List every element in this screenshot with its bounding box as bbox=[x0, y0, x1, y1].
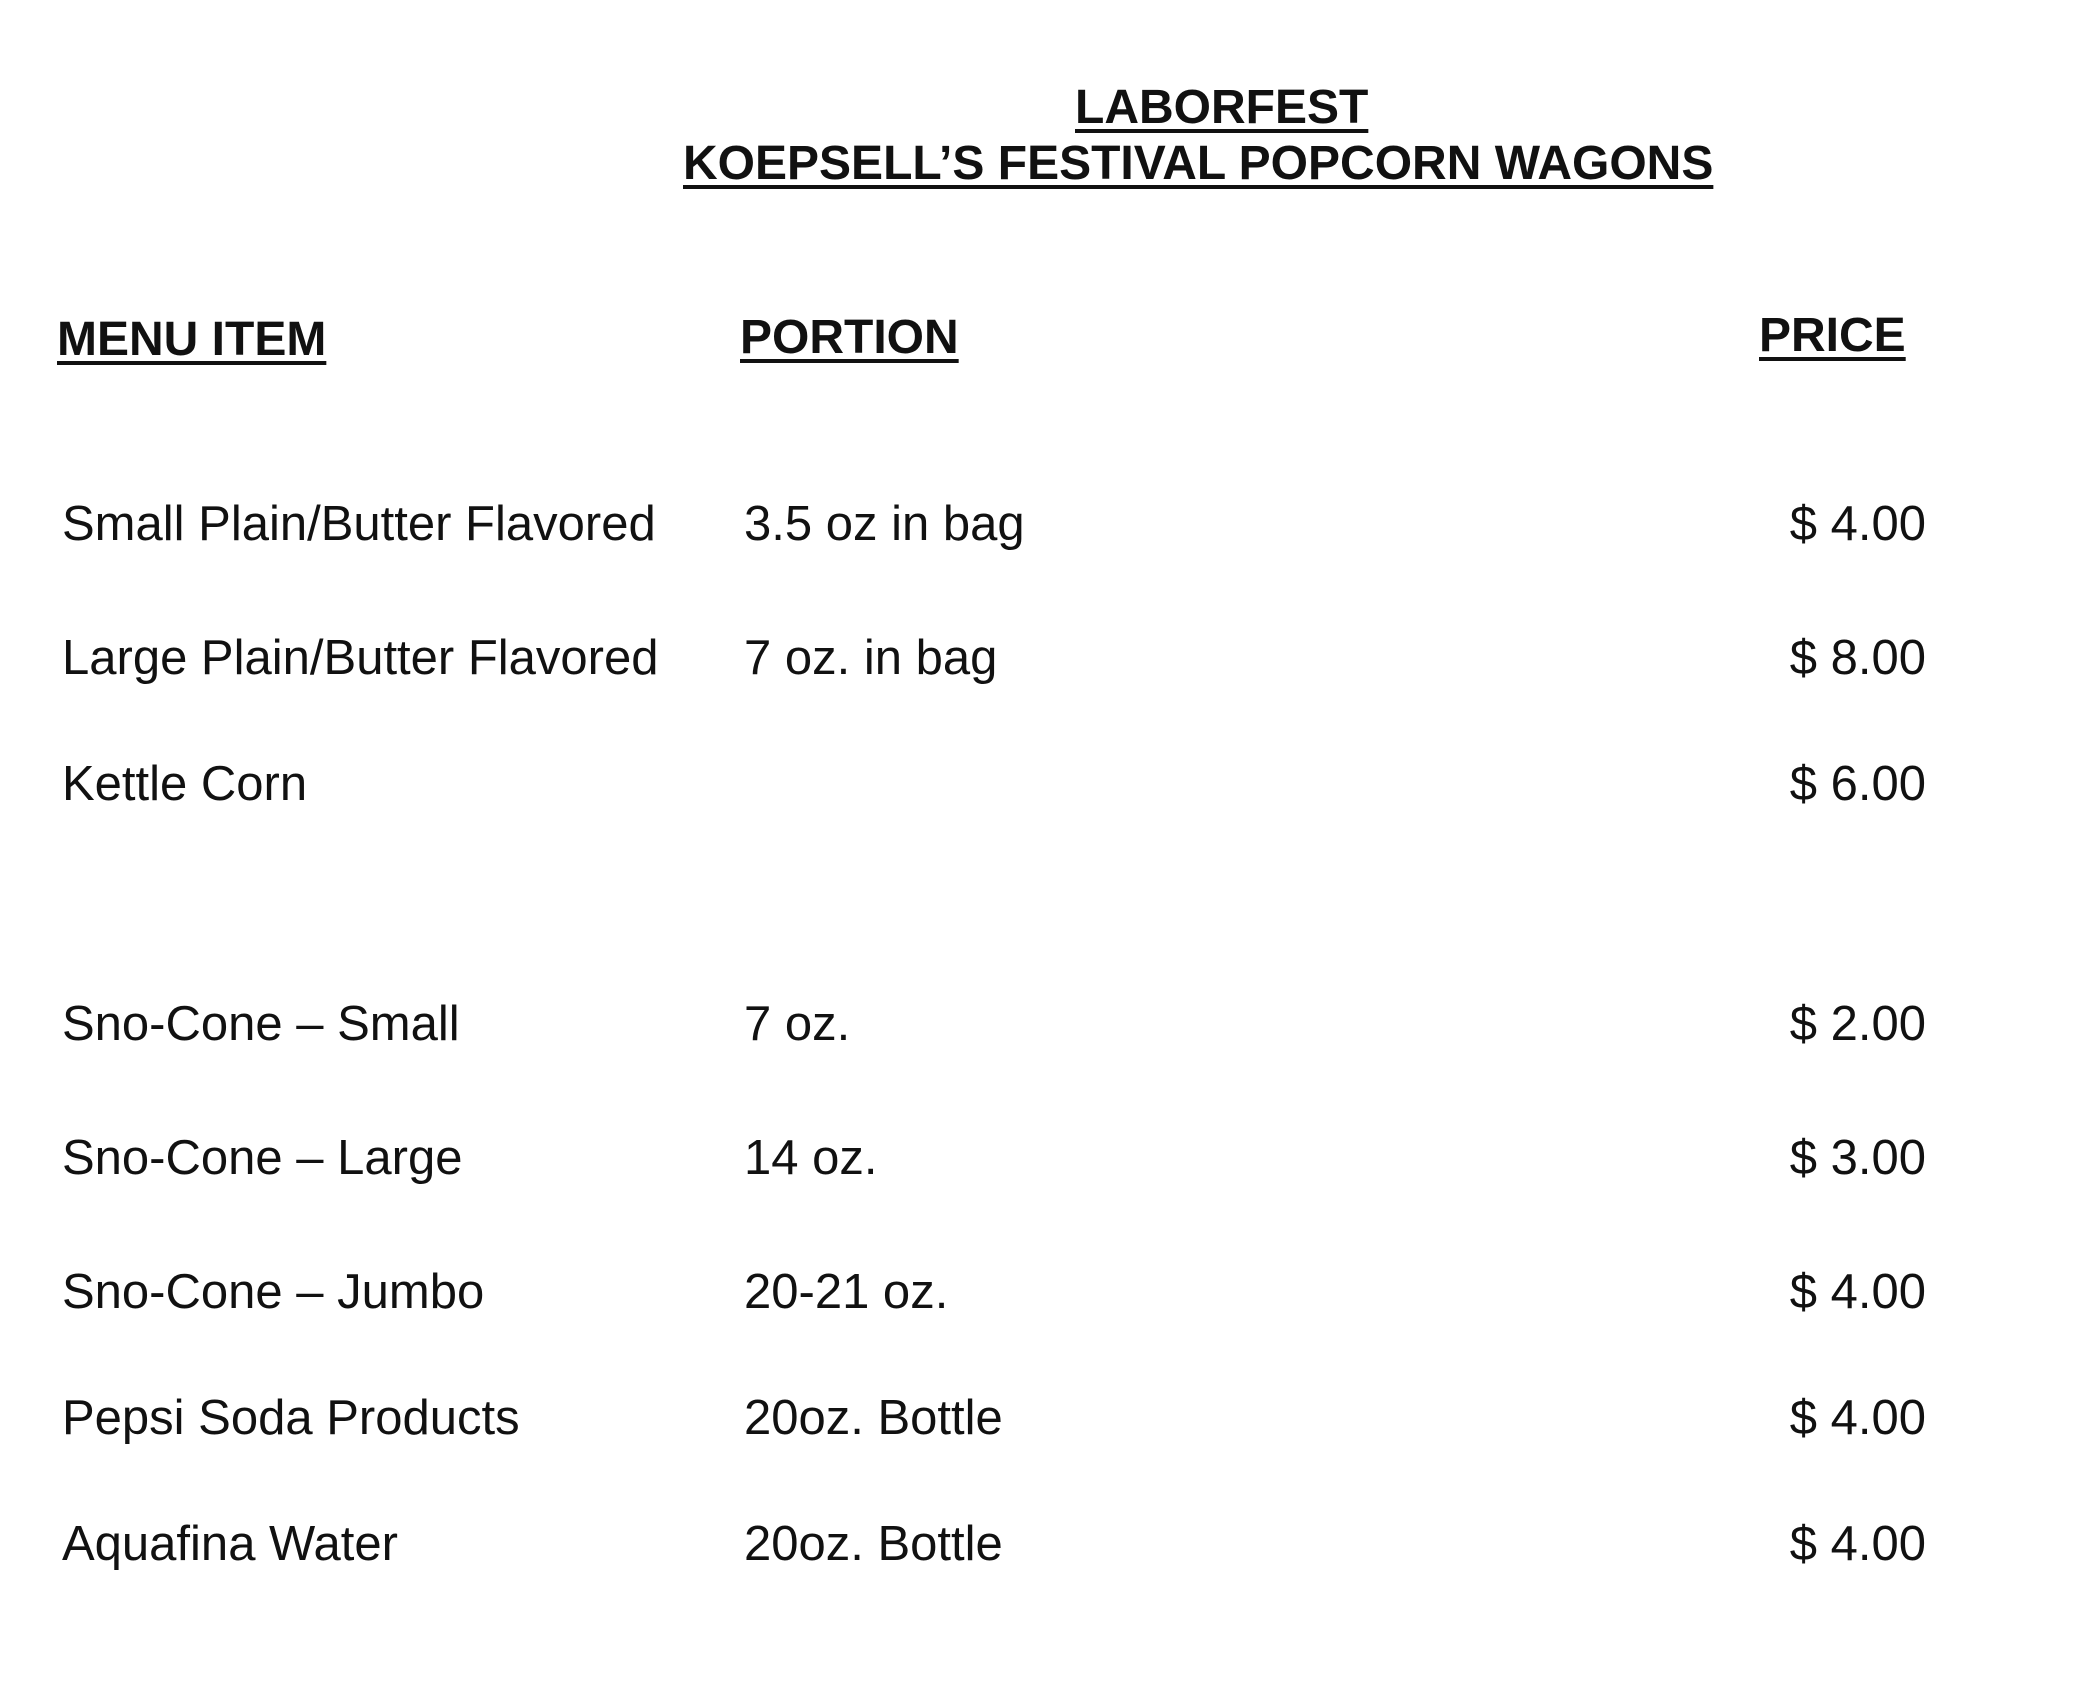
menu-item-price: $ 2.00 bbox=[1789, 997, 1926, 1051]
menu-item-name: Kettle Corn bbox=[62, 757, 308, 811]
menu-row bbox=[0, 757, 2078, 820]
menu-item-name: Sno-Cone – Jumbo bbox=[62, 1265, 485, 1319]
menu-item-portion: 14 oz. bbox=[744, 1131, 878, 1185]
menu-item-portion: 7 oz. in bag bbox=[744, 631, 998, 685]
menu-item-price: $ 6.00 bbox=[1789, 757, 1926, 811]
menu-item-price: $ 4.00 bbox=[1789, 1517, 1926, 1571]
menu-item-portion: 20oz. Bottle bbox=[744, 1391, 1003, 1445]
menu-item-portion: 7 oz. bbox=[744, 997, 851, 1051]
menu-item-price: $ 3.00 bbox=[1789, 1131, 1926, 1185]
menu-item-price: $ 8.00 bbox=[1789, 631, 1926, 685]
menu-row bbox=[0, 1265, 2078, 1328]
menu-item-name: Sno-Cone – Large bbox=[62, 1131, 463, 1185]
column-header-menu-item: MENU ITEM bbox=[57, 313, 327, 366]
menu-row bbox=[0, 631, 2078, 694]
page-title: LABORFEST bbox=[1075, 81, 1369, 134]
menu-item-price: $ 4.00 bbox=[1789, 497, 1926, 551]
menu-item-price: $ 4.00 bbox=[1789, 1391, 1926, 1445]
menu-row bbox=[0, 497, 2078, 560]
menu-item-name: Pepsi Soda Products bbox=[62, 1391, 520, 1445]
menu-item-name: Large Plain/Butter Flavored bbox=[62, 631, 659, 685]
menu-item-price: $ 4.00 bbox=[1789, 1265, 1926, 1319]
menu-row bbox=[0, 1517, 2078, 1580]
menu-item-name: Sno-Cone – Small bbox=[62, 997, 460, 1051]
page-subtitle: KOEPSELL’S FESTIVAL POPCORN WAGONS bbox=[683, 137, 1714, 190]
column-header-portion: PORTION bbox=[740, 311, 959, 364]
menu-item-portion: 3.5 oz in bag bbox=[744, 497, 1025, 551]
menu-item-portion: 20oz. Bottle bbox=[744, 1517, 1003, 1571]
column-header-price: PRICE bbox=[1759, 309, 1906, 362]
menu-item-portion: 20-21 oz. bbox=[744, 1265, 949, 1319]
menu-row bbox=[0, 997, 2078, 1060]
menu-row bbox=[0, 1391, 2078, 1454]
menu-item-name: Small Plain/Butter Flavored bbox=[62, 497, 656, 551]
menu-item-name: Aquafina Water bbox=[62, 1517, 398, 1571]
menu-row bbox=[0, 1131, 2078, 1194]
